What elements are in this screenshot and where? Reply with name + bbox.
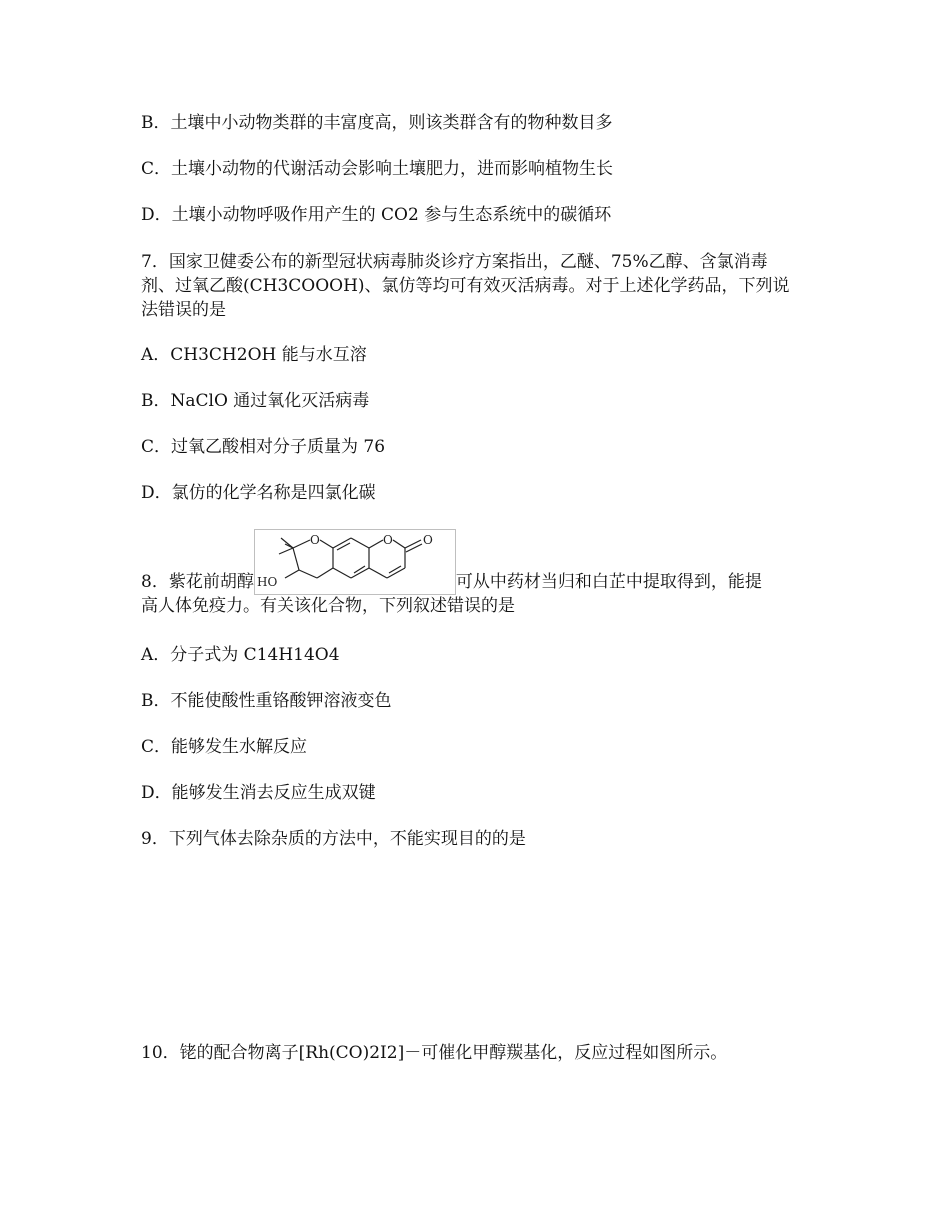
q7-option-d: D．氯仿的化学名称是四氯化碳 <box>141 483 376 503</box>
q9-stem: 9．下列气体去除杂质的方法中，不能实现目的的是 <box>141 829 526 849</box>
q7-option-b: B．NaClO 通过氧化灭活病毒 <box>141 391 370 411</box>
bond <box>333 538 351 548</box>
bond <box>285 570 299 578</box>
bond <box>406 544 422 552</box>
bond <box>317 568 333 578</box>
q8-stem-after: 可从中药材当归和白芷中提取得到，能提 <box>455 572 762 592</box>
q8-option-b: B．不能使酸性重铬酸钾溶液变色 <box>141 691 392 711</box>
bond <box>369 568 387 578</box>
bond <box>393 540 405 548</box>
molecule-structure-image <box>254 529 456 595</box>
q7-option-c: C．过氧乙酸相对分子质量为 76 <box>141 437 386 457</box>
bond <box>405 540 421 548</box>
bond <box>354 566 365 573</box>
q7-stem: 7．国家卫健委公布的新型冠状病毒肺炎诊疗方案指出，乙醚、75%乙醇、含氯消毒剂、过氧乙酸(CH3COOOH)、氯仿等均可有效灭活病毒。对于上述化学药品，下列说法错误的是 <box>141 252 790 320</box>
label-o: O <box>422 533 433 547</box>
label-o: O <box>382 533 393 547</box>
q8-stem-line2: 高人体免疫力。有关该化合物，下列叙述错误的是 <box>141 596 515 616</box>
q6-option-c: C．土壤小动物的代谢活动会影响土壤肥力，进而影响植物生长 <box>141 159 614 179</box>
bond <box>279 548 293 554</box>
label-ho: HO <box>256 575 278 589</box>
q8-option-c: C．能够发生水解反应 <box>141 737 308 757</box>
bond <box>389 566 401 573</box>
q8-option-d: D．能够发生消去反应生成双键 <box>141 783 376 803</box>
q10-stem: 10．铑的配合物离子[Rh(CO)2I2]－可催化甲醇羰基化，反应过程如图所示。 <box>141 1043 728 1063</box>
bond <box>369 540 383 548</box>
bond <box>351 538 369 548</box>
bond <box>293 540 310 548</box>
q8-stem <box>141 527 811 617</box>
q7-option-a: A．CH3CH2OH 能与水互溶 <box>141 345 367 365</box>
bond <box>333 568 351 578</box>
q8-option-a: A．分子式为 C14H14O4 <box>141 645 340 665</box>
bond <box>281 538 293 548</box>
q6-option-b: B．土壤中小动物类群的丰富度高，则该类群含有的物种数目多 <box>141 113 613 133</box>
bond <box>299 570 317 578</box>
label-o: O <box>309 533 320 547</box>
bond <box>293 548 299 570</box>
q6-option-d: D．土壤小动物呼吸作用产生的 CO2 参与生态系统中的碳循环 <box>141 205 612 225</box>
q8-stem-before: 8．紫花前胡醇 <box>141 572 254 592</box>
bond <box>320 540 333 548</box>
